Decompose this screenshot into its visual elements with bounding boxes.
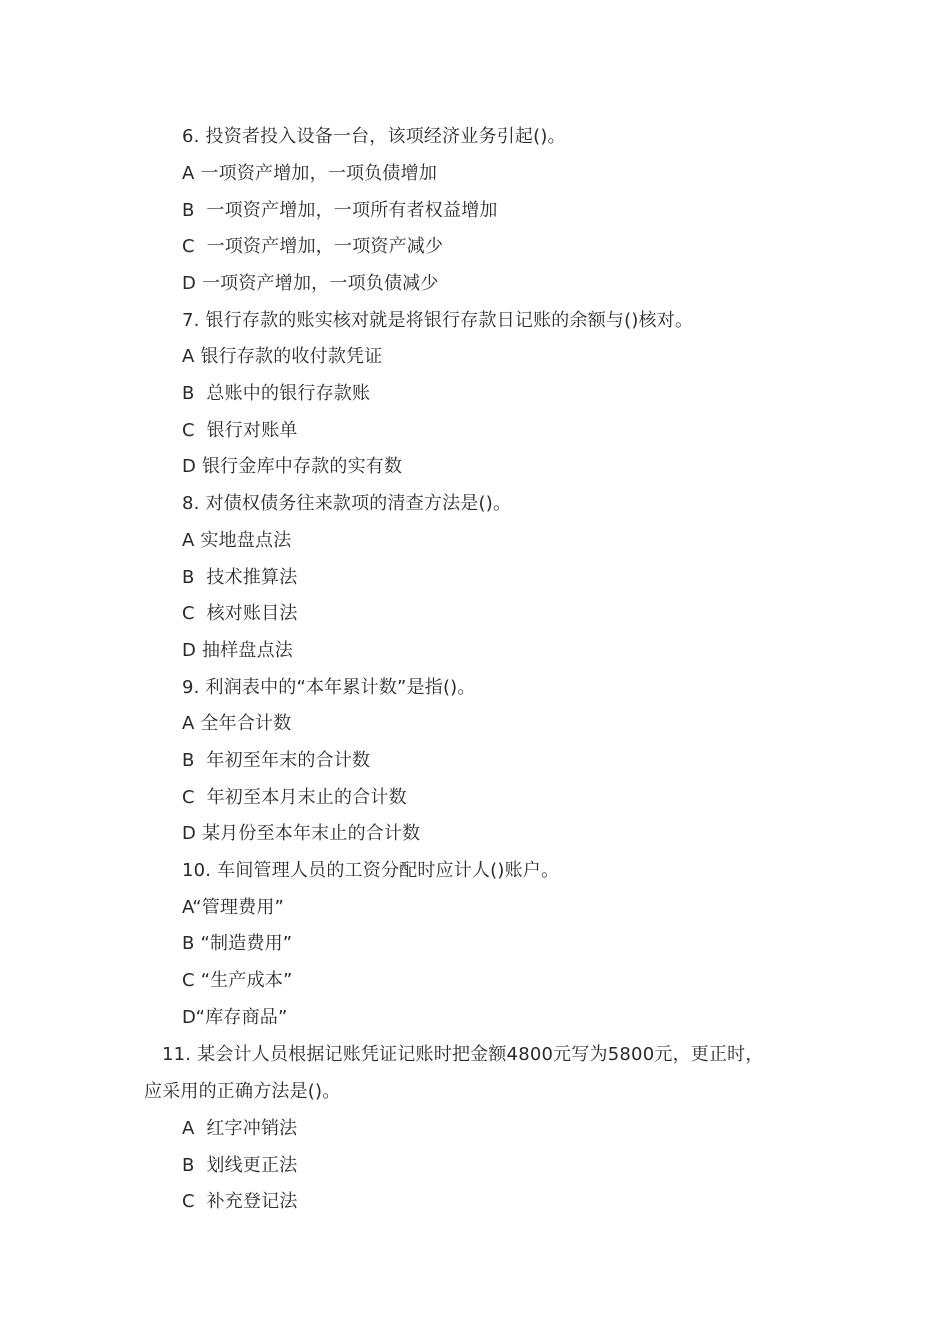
question-11-option-c: C 补充登记法 xyxy=(182,1191,298,1212)
question-11-option-b: B 划线更正法 xyxy=(182,1155,298,1176)
question-9-stem: 9. 利润表中的“本年累计数”是指()。 xyxy=(182,677,476,698)
question-6-option-b: B 一项资产增加，一项所有者权益增加 xyxy=(182,200,498,221)
question-10-option-b: B “制造费用” xyxy=(182,933,293,954)
question-9-option-b: B 年初至年末的合计数 xyxy=(182,750,371,771)
question-6-option-d: D 一项资产增加，一项负债减少 xyxy=(182,273,439,294)
question-7-option-c: C 银行对账单 xyxy=(182,420,298,441)
question-9-option-d: D 某月份至本年末止的合计数 xyxy=(182,823,421,844)
question-7-option-d: D 银行金库中存款的实有数 xyxy=(182,456,403,477)
question-8-option-c: C 核对账目法 xyxy=(182,603,298,624)
question-9-option-a: A 全年合计数 xyxy=(182,713,292,734)
question-11-stem-line-2: 应采用的正确方法是()。 xyxy=(144,1081,341,1102)
question-11-stem-line-1: 11. 某会计人员根据记账凭证记账时把金额4800元写为5800元，更正时， xyxy=(162,1044,764,1065)
question-7-option-b: B 总账中的银行存款账 xyxy=(182,383,371,404)
question-8-option-b: B 技术推算法 xyxy=(182,567,298,588)
question-6-stem: 6. 投资者投入设备一台，该项经济业务引起()。 xyxy=(182,126,566,147)
question-6-option-a: A 一项资产增加，一项负债增加 xyxy=(182,163,438,184)
question-7-stem: 7. 银行存款的账实核对就是将银行存款日记账的余额与()核对。 xyxy=(182,310,694,331)
question-10-option-c: C “生产成本” xyxy=(182,970,293,991)
question-8-option-a: A 实地盘点法 xyxy=(182,530,292,551)
question-10-option-a: A“管理费用” xyxy=(182,897,285,918)
question-10-stem: 10. 车间管理人员的工资分配时应计人()账户。 xyxy=(182,860,560,881)
question-10-option-d: D“库存商品” xyxy=(182,1007,288,1028)
question-6-option-c: C 一项资产增加，一项资产减少 xyxy=(182,236,444,257)
question-7-option-a: A 银行存款的收付款凭证 xyxy=(182,346,383,367)
question-9-option-c: C 年初至本月末止的合计数 xyxy=(182,787,407,808)
question-8-option-d: D 抽样盘点法 xyxy=(182,640,293,661)
question-11-option-a: A 红字冲销法 xyxy=(182,1118,298,1139)
question-8-stem: 8. 对债权债务往来款项的清查方法是()。 xyxy=(182,493,512,514)
